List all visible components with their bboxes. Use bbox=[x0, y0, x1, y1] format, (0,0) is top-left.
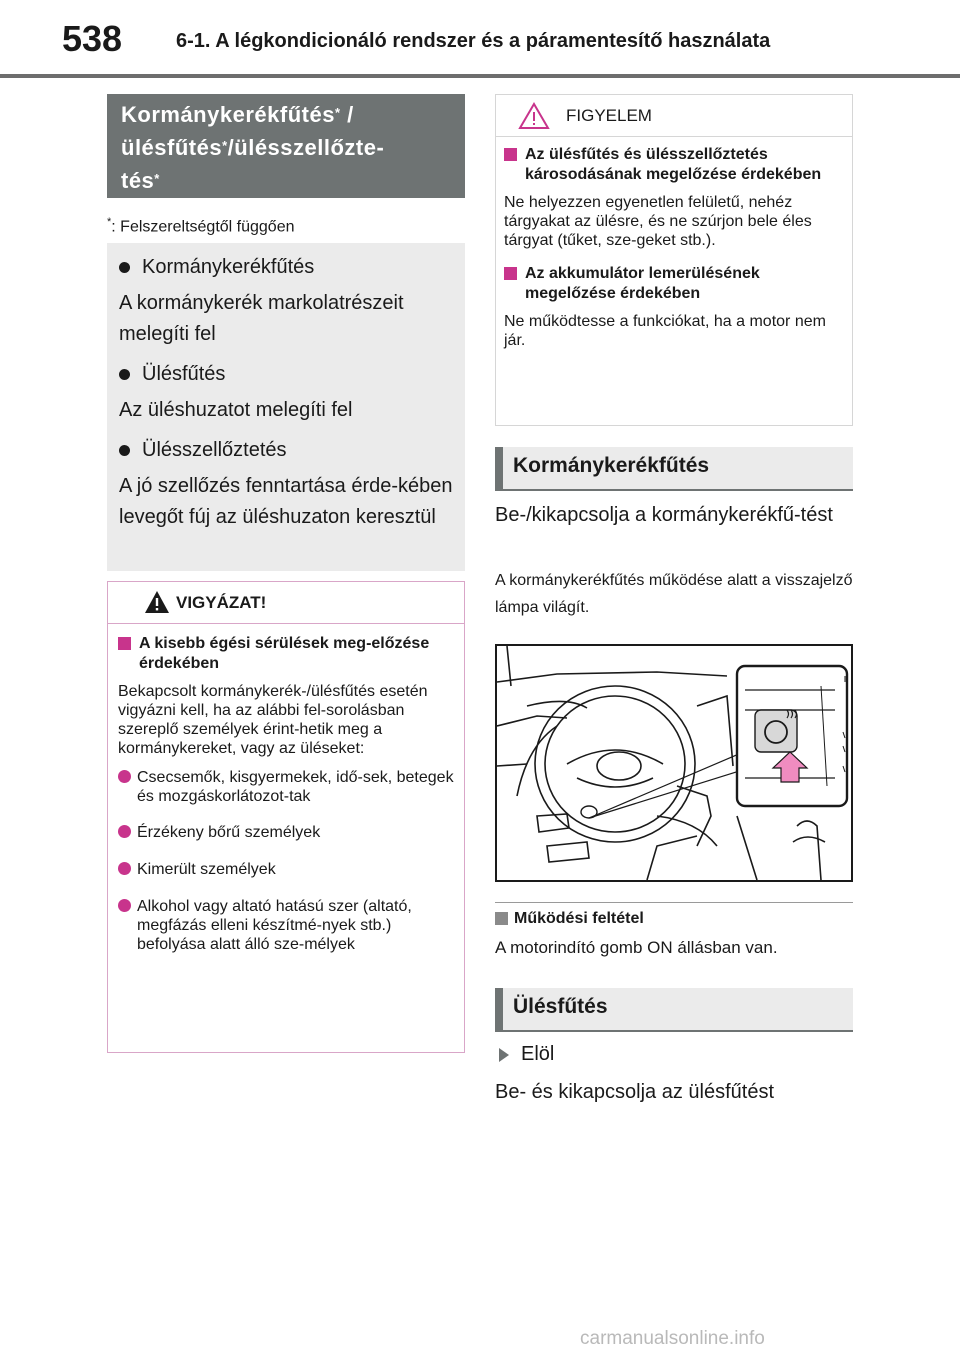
feature-item: Kormánykerékfűtés bbox=[119, 255, 453, 279]
page-number: 538 bbox=[62, 18, 123, 59]
notice-triangle-icon bbox=[518, 102, 550, 130]
square-bullet-icon bbox=[495, 912, 508, 925]
dash-outline bbox=[497, 672, 727, 682]
steering-hub bbox=[597, 752, 641, 780]
header-divider bbox=[0, 74, 960, 78]
section-title-box bbox=[107, 94, 465, 198]
list-item: Csecsemők, kisgyermekek, idő-sek, betegek és mozgáskorlátozot-tak bbox=[118, 768, 454, 806]
arrow-right-icon bbox=[499, 1048, 509, 1062]
bullet-icon bbox=[119, 262, 130, 273]
list-item: Kimerült személyek bbox=[118, 860, 454, 879]
notice-text: Ne helyezzen egyenetlen felületű, nehéz tárgyakat az ülésre, és ne szúrjon bele éles tárgyat (tűket, sze-geket stb.). bbox=[504, 194, 812, 249]
page-header bbox=[0, 0, 960, 78]
caution-header bbox=[108, 582, 464, 624]
front-item: Elöl bbox=[495, 1043, 554, 1066]
section-heading-steering: Kormánykerékfűtés bbox=[495, 447, 853, 491]
feature-description: Az üléshuzatot melegíti fel bbox=[119, 399, 353, 421]
notice-heading: Az ülésfűtés és ülésszellőztetés károsodásának megelőzése érdekében bbox=[504, 145, 844, 185]
square-bullet-icon bbox=[504, 267, 517, 280]
dashboard-illustration bbox=[495, 644, 853, 882]
bullet-icon bbox=[118, 770, 131, 783]
steering-instruction: Be-/kikapcsolja a kormánykerékfű-tést bbox=[495, 504, 833, 526]
bullet-icon bbox=[119, 445, 130, 456]
bullet-icon bbox=[118, 899, 131, 912]
watermark: carmanualsonline.info bbox=[580, 1328, 765, 1349]
footnote: *: Felszereltségtől függően bbox=[107, 216, 295, 236]
chapter-title: 6-1. A légkondicionáló rendszer és a páramentesítő használata bbox=[176, 30, 771, 52]
bullet-icon bbox=[118, 862, 131, 875]
notice-header bbox=[496, 95, 852, 137]
operating-condition-text: A motorindító gomb ON állásban van. bbox=[495, 938, 778, 957]
operating-condition-heading: Működési feltétel bbox=[495, 909, 644, 929]
gear-lever bbox=[797, 821, 821, 880]
seat-instruction: Be- és kikapcsolja az ülésfűtést bbox=[495, 1081, 775, 1103]
feature-description: A jó szellőzés fenntartása érde-kében levegőt fúj az üléshuzaton keresztül bbox=[119, 475, 453, 528]
notice-text: Ne működtesse a funkciókat, ha a motor nem jár. bbox=[504, 313, 826, 349]
feature-item: Ülésszellőztetés bbox=[119, 438, 453, 462]
title-line-2: ülésfűtés*/ülésszellőzte- bbox=[121, 135, 385, 160]
caution-box bbox=[107, 581, 465, 1053]
feature-description: A kormánykerék markolatrészeit melegíti fel bbox=[119, 292, 404, 345]
list-item: Érzékeny bőrű személyek bbox=[118, 823, 454, 842]
divider bbox=[495, 902, 853, 903]
square-bullet-icon bbox=[118, 637, 131, 650]
caution-label: VIGYÁZAT! bbox=[176, 593, 267, 612]
title-line-3: tés* bbox=[121, 168, 160, 193]
dashboard-drawing bbox=[497, 646, 851, 880]
feature-item: Ülésfűtés bbox=[119, 362, 453, 386]
notice-heading: Az akkumulátor lemerülésének megelőzése érdekében bbox=[504, 264, 844, 304]
section-heading-seat: Ülésfűtés bbox=[495, 988, 853, 1032]
bullet-icon bbox=[118, 825, 131, 838]
callout-panel bbox=[737, 666, 847, 806]
square-bullet-icon bbox=[504, 148, 517, 161]
steering-note: A kormánykerékfűtés működése alatt a visszajelző lámpa világít. bbox=[495, 572, 853, 616]
notice-box bbox=[495, 94, 853, 426]
caution-text: Bekapcsolt kormánykerék-/ülésfűtés esetén vigyázni kell, ha az alábbi fel-sorolásban szereplő személyek érint-hetik meg a kormánykereket, vagy az üléseket: bbox=[118, 683, 428, 757]
caution-heading: A kisebb égési sérülések meg-előzése érdekében bbox=[118, 634, 454, 674]
title-line-1: Kormánykerékfűtés* / bbox=[121, 102, 354, 127]
warning-triangle-icon bbox=[144, 590, 170, 614]
notice-label: FIGYELEM bbox=[566, 106, 652, 125]
feature-summary-box bbox=[107, 243, 465, 571]
bullet-icon bbox=[119, 369, 130, 380]
heater-switch bbox=[755, 710, 797, 752]
list-item: Alkohol vagy altató hatású szer (altató, megfázás elleni készítmé-nyek stb.) befolyása alatt álló sze-mélyek bbox=[118, 897, 454, 954]
